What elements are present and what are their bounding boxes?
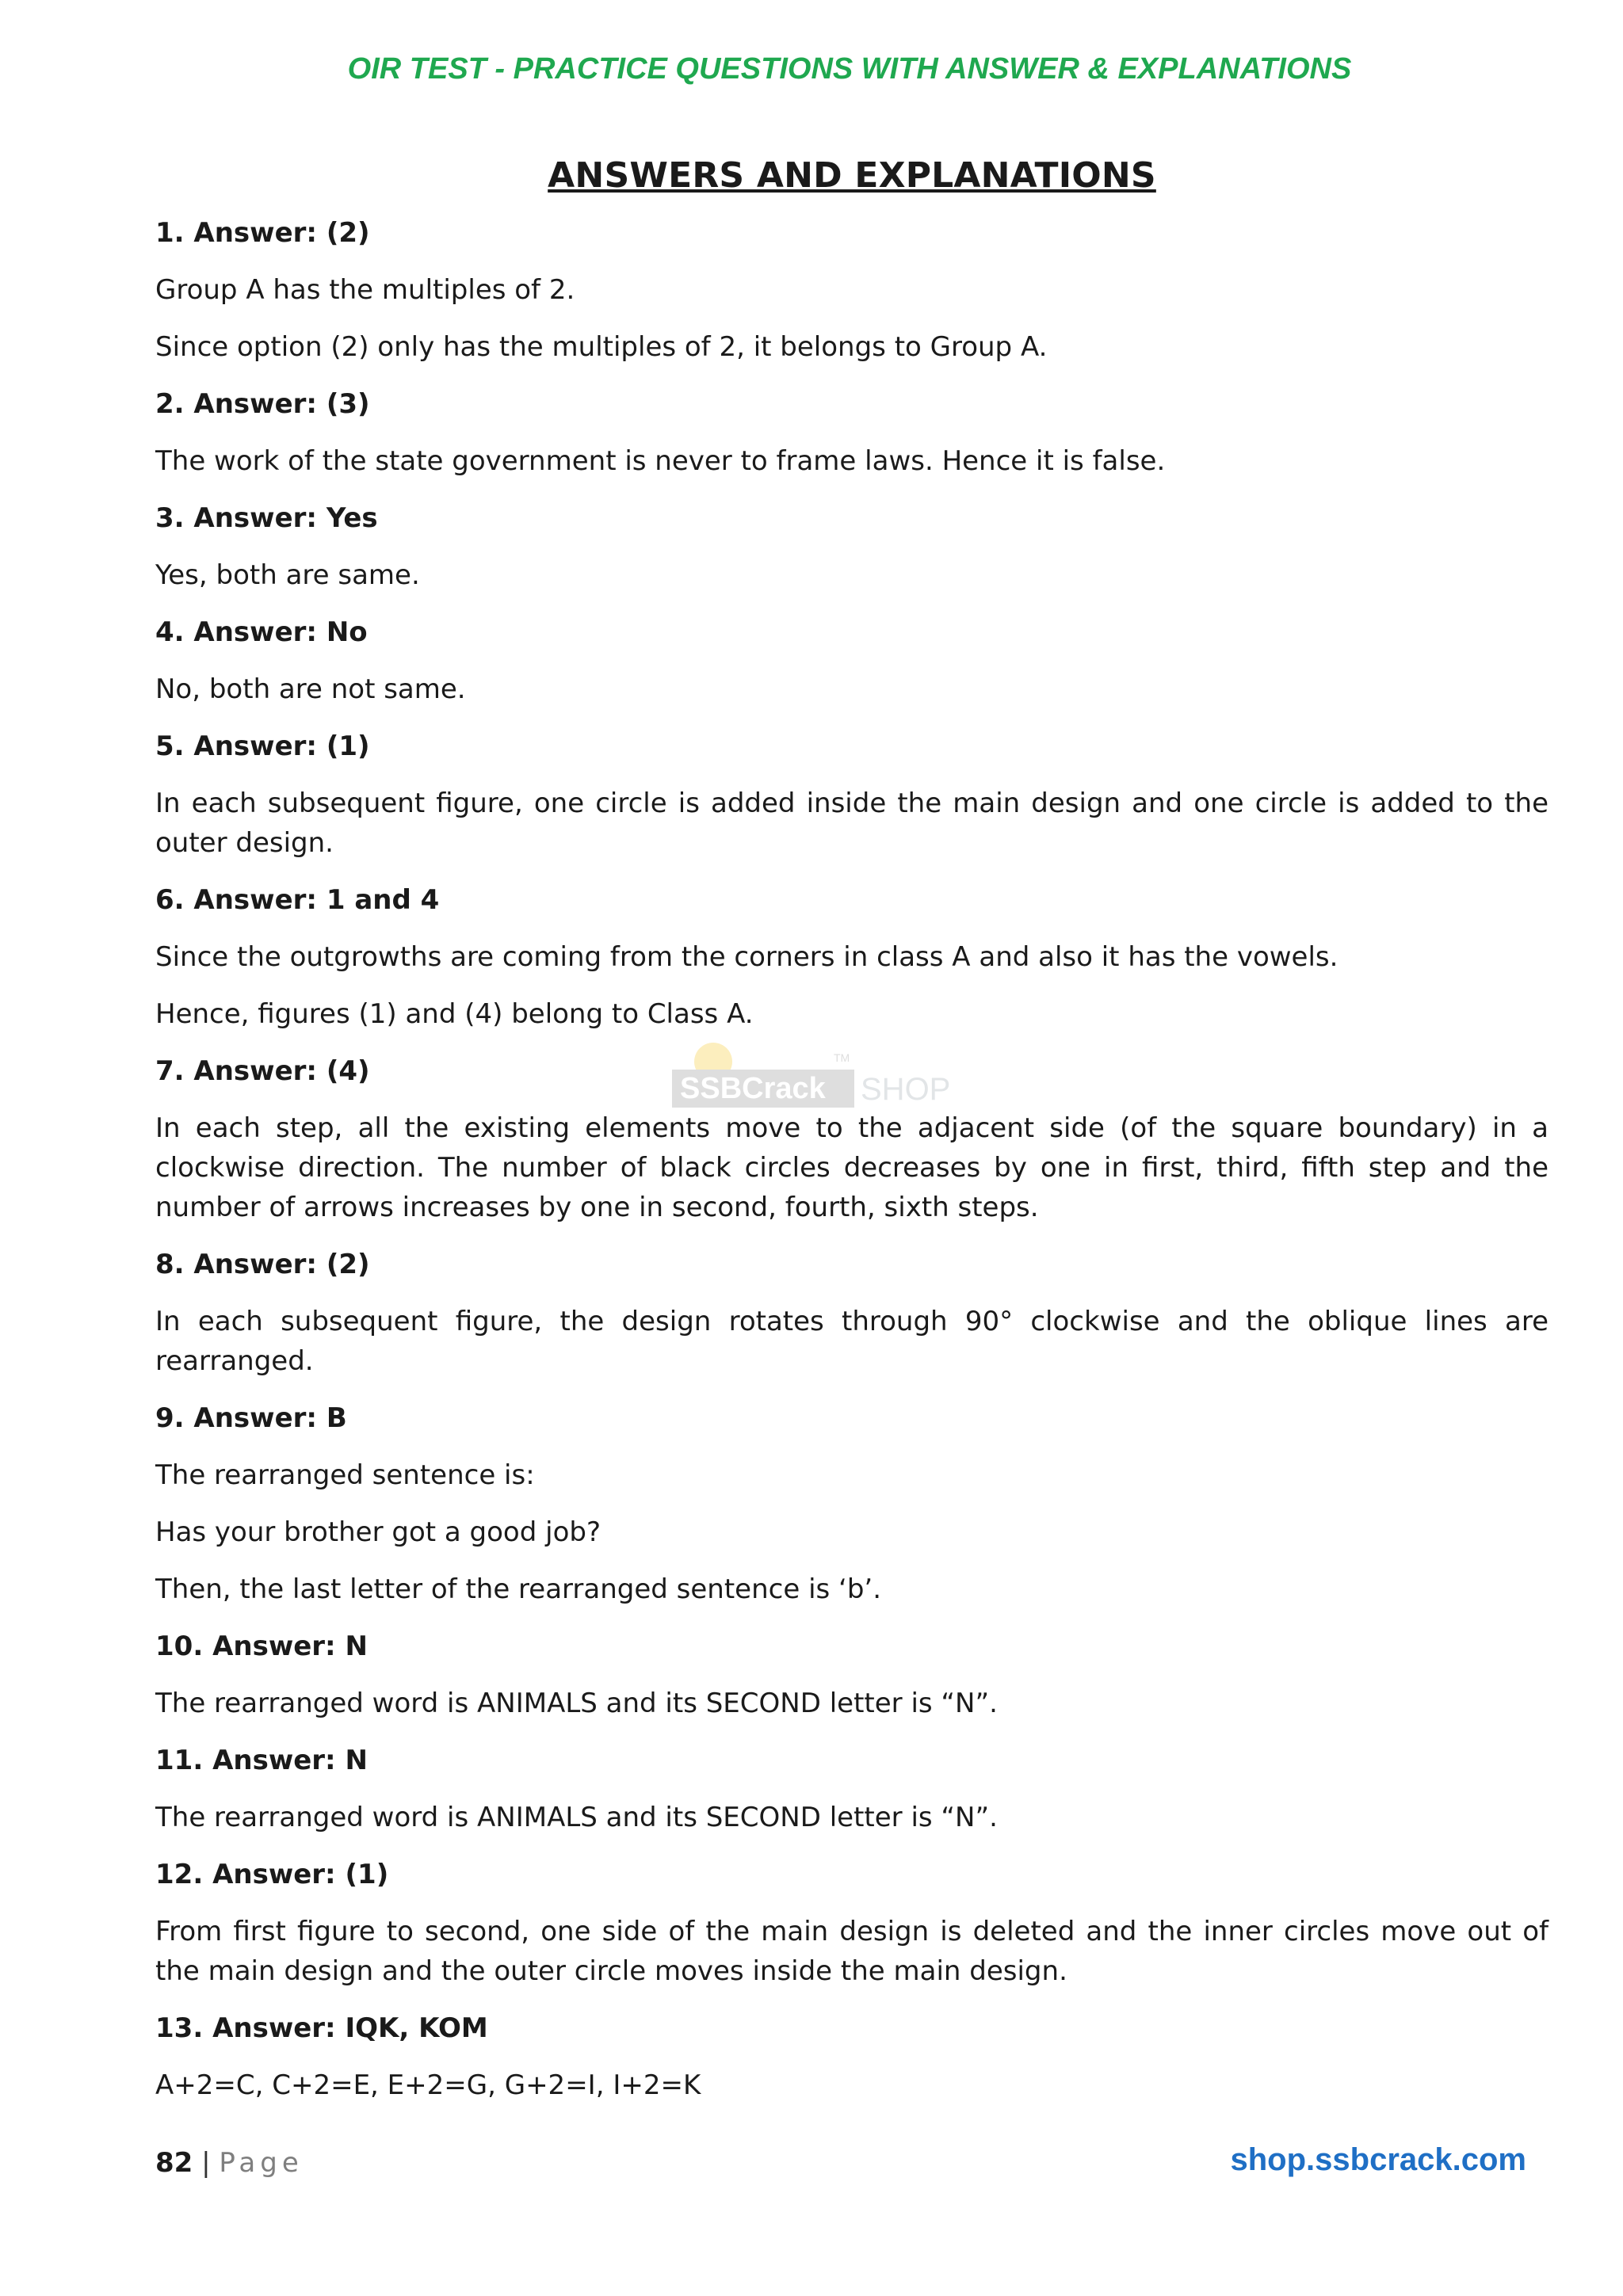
ssbcrack-watermark-logo: [672, 1030, 957, 1117]
explanation-line: Then, the last letter of the rearranged sentence is ‘b’.: [155, 1573, 882, 1605]
explanation-line: The rearranged word is ANIMALS and its SECOND letter is “N”.: [155, 1688, 998, 1719]
answer-title: 6. Answer: 1 and 4: [155, 884, 440, 916]
explanation-line: Has your brother got a good job?: [155, 1516, 601, 1548]
explanation-line: A+2=C, C+2=E, E+2=G, G+2=I, I+2=K: [155, 2069, 701, 2101]
answer-title: 9. Answer: B: [155, 1402, 347, 1434]
explanation-line: The work of the state government is never to frame laws. Hence it is false.: [155, 445, 1166, 477]
answer-block-13: [155, 2008, 1549, 2105]
answer-title: 4. Answer: No: [155, 616, 368, 648]
answer-block-12: [155, 1855, 1549, 1991]
header-title: OIR TEST - PRACTICE QUESTIONS WITH ANSWER & EXPLANATIONS: [347, 52, 1352, 86]
explanation-line: The rearranged word is ANIMALS and its SECOND letter is “N”.: [155, 1802, 998, 1833]
explanation-line: From first figure to second, one side of the main design is deleted and the inner circles move out of the main design and the outer circle moves inside the main design.: [155, 1916, 1549, 1987]
explanation-line: No, both are not same.: [155, 673, 466, 705]
answer-title: 8. Answer: (2): [155, 1249, 370, 1280]
footer-url[interactable]: shop.ssbcrack.com: [1230, 2142, 1526, 2177]
answer-block-10: [155, 1627, 1549, 1723]
answer-title: 1. Answer: (2): [155, 217, 370, 249]
explanation-line: Hence, figures (1) and (4) belong to Class A.: [155, 998, 754, 1030]
answer-title: 11. Answer: N: [155, 1745, 368, 1776]
answer-block-4: [155, 612, 1549, 709]
explanation-line: Yes, both are same.: [155, 559, 420, 591]
answer-block-6: [155, 880, 1549, 1034]
page-number-value: 82: [155, 2147, 193, 2179]
page-number: [155, 2147, 304, 2179]
explanation-line: Since option (2) only has the multiples of 2, it belongs to Group A.: [155, 331, 1048, 363]
answer-title: 2. Answer: (3): [155, 388, 370, 420]
explanation-line: In each step, all the existing elements move to the adjacent side (of the square boundary) in a clockwise direction. The number of black circles decreases by one in first, third, fifth step and the number of arrows increases by one in second, fourth, sixth steps.: [155, 1112, 1549, 1223]
answer-block-9: [155, 1398, 1549, 1609]
explanation-line: In each subsequent figure, one circle is added inside the main design and one circle is added to the outer design.: [155, 788, 1549, 859]
explanation-line: Since the outgrowths are coming from the corners in class A and also it has the vowels.: [155, 941, 1338, 973]
watermark-tm: TM: [834, 1051, 850, 1064]
answer-title: 5. Answer: (1): [155, 730, 370, 762]
section-heading: ANSWERS AND EXPLANATIONS: [548, 155, 1156, 196]
answer-title: 7. Answer: (4): [155, 1055, 370, 1087]
watermark-suffix: SHOP: [861, 1072, 951, 1107]
answer-block-2: [155, 384, 1549, 481]
answer-block-5: [155, 727, 1549, 863]
answer-block-11: [155, 1741, 1549, 1837]
answer-title: 3. Answer: Yes: [155, 502, 378, 534]
answer-title: 12. Answer: (1): [155, 1859, 389, 1890]
page-label: Page: [219, 2147, 304, 2179]
content-area: [155, 155, 1549, 2122]
answer-block-8: [155, 1245, 1549, 1381]
answer-block-3: [155, 498, 1549, 595]
answer-block-1: [155, 213, 1549, 367]
explanation-line: The rearranged sentence is:: [155, 1459, 535, 1491]
explanation-line: Group A has the multiples of 2.: [155, 274, 575, 306]
answer-title: 10. Answer: N: [155, 1630, 368, 1662]
answer-title: 13. Answer: IQK, KOM: [155, 2012, 488, 2044]
page-separator: |: [201, 2147, 211, 2179]
watermark-brand: SSBCrack: [680, 1072, 826, 1105]
explanation-line: In each subsequent figure, the design rotates through 90° clockwise and the oblique lines are rearranged.: [155, 1306, 1549, 1377]
